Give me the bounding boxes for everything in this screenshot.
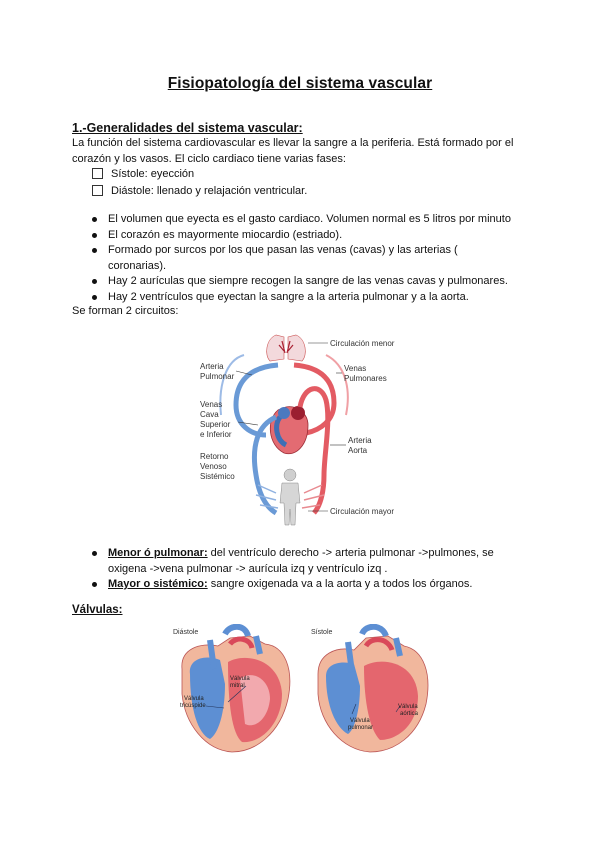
label-valvula-pulmonar: Válvula — [350, 718, 370, 724]
label-valvula-mitral: Válvula — [230, 676, 250, 682]
circuit-term: Menor ó pulmonar: — [108, 547, 208, 559]
label-diastole: Diástole — [173, 629, 199, 636]
checkbox-icon — [92, 168, 103, 179]
circuits-list — [92, 546, 512, 593]
phase-item: Sístole: eyección — [92, 165, 307, 182]
label-valvula-aortica-2: aórtica — [400, 711, 419, 717]
heart-icon — [270, 406, 308, 454]
label-valvula-mitral-2: mitral — [230, 683, 245, 689]
label-venas-pulmonares: Venas — [344, 364, 367, 373]
label-arteria-pulmonar-2: Pulmonar — [200, 372, 235, 381]
list-item: Mayor o sistémico: sangre oxigenada va a la aorta y a todos los órganos. — [92, 577, 512, 593]
list-item: Hay 2 ventrículos que eyectan la sangre a la arteria pulmonar y a la aorta. — [92, 290, 512, 306]
bullet-icon — [92, 233, 97, 238]
bullet-icon — [92, 582, 97, 587]
label-retorno-3: Sistémico — [200, 472, 235, 481]
human-body-icon — [280, 469, 300, 525]
circuit-term: Mayor o sistémico: — [108, 578, 208, 590]
label-arteria-pulmonar: Arteria — [200, 362, 224, 371]
label-retorno: Retorno — [200, 452, 229, 461]
label-venas-cava-4: e Inferior — [200, 430, 232, 439]
label-valvula-pulmonar-2: pulmonar — [348, 725, 374, 731]
list-item: El volumen que eyecta es el gasto cardiaco. Volumen normal es 5 litros por minuto — [92, 212, 512, 228]
lungs-icon — [267, 335, 306, 361]
bullet-icon — [92, 279, 97, 284]
checkbox-icon — [92, 185, 103, 196]
label-valvula-aortica: Válvula — [398, 704, 418, 710]
heart-systole-diagram — [308, 624, 440, 756]
circulation-diagram — [196, 325, 410, 537]
label-venas-cava-2: Cava — [200, 410, 219, 419]
list-item: El corazón es mayormente miocardio (estriado). — [92, 228, 512, 244]
phases-list — [92, 165, 307, 199]
list-item: Menor ó pulmonar: del ventrículo derecho -> arteria pulmonar ->pulmones, se oxigena ->vena pulmonar -> aurícula izq y ventrículo izq . — [92, 546, 512, 577]
intro-paragraph: La función del sistema cardiovascular es llevar la sangre a la periferia. Está formado por el corazón y los vasos. El ciclo cardiaco tiene varias fases: — [72, 137, 514, 165]
circuits-intro: Se forman 2 circuitos: — [72, 305, 179, 317]
bullet-icon — [92, 217, 97, 222]
heart-diastole-diagram — [170, 624, 302, 756]
bullet-icon — [92, 551, 97, 556]
label-circulacion-mayor: Circulación mayor — [330, 507, 395, 516]
bullet-icon — [92, 295, 97, 300]
label-arteria-aorta-2: Aorta — [348, 446, 368, 455]
label-venas-cava-3: Superior — [200, 420, 231, 429]
label-valvula-tricuspide: Válvula — [184, 696, 204, 702]
label-circulacion-menor: Circulación menor — [330, 339, 395, 348]
list-item: Formado por surcos por los que pasan las venas (cavas) y las arterias ( coronarias). — [92, 243, 512, 274]
label-venas-cava: Venas — [200, 400, 223, 409]
label-valvula-tricuspide-2: tricúspide — [180, 703, 206, 709]
label-venas-pulmonares-2: Pulmonares — [344, 374, 387, 383]
label-retorno-2: Venoso — [200, 462, 227, 471]
bullet-icon — [92, 248, 97, 253]
label-arteria-aorta: Arteria — [348, 436, 372, 445]
phase-item: Diástole: llenado y relajación ventricular. — [92, 182, 307, 199]
page-title: Fisiopatología del sistema vascular — [167, 75, 433, 92]
section-heading-valvulas: Válvulas: — [72, 604, 123, 616]
label-sistole: Sístole — [311, 629, 333, 636]
heart-facts-list — [92, 212, 512, 305]
section-heading-generalidades: 1.-Generalidades del sistema vascular: — [72, 121, 303, 135]
list-item: Hay 2 aurículas que siempre recogen la sangre de las venas cavas y pulmonares. — [92, 274, 512, 290]
